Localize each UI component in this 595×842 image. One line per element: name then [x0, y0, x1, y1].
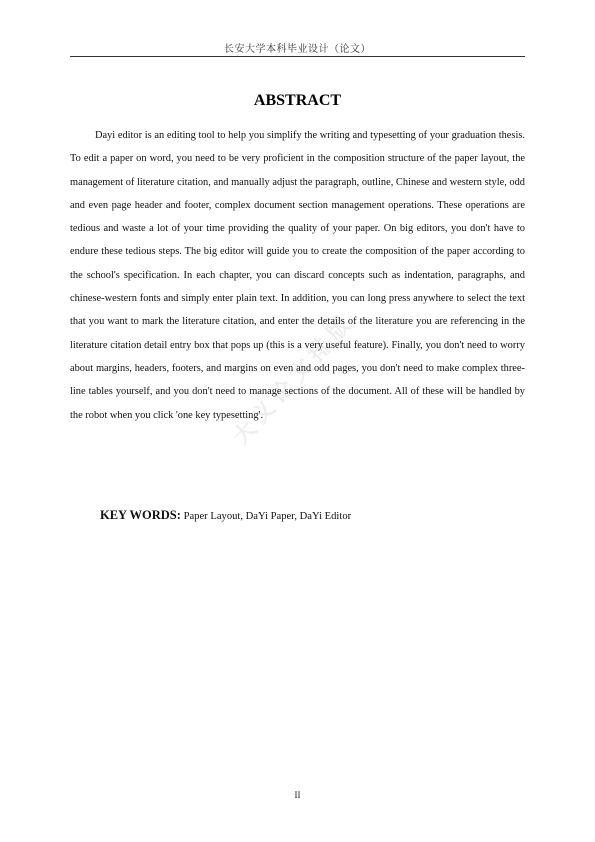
abstract-title: ABSTRACT — [253, 92, 342, 109]
abstract-body: Dayi editor is an editing tool to help you simplify the writing and typesetting of your graduation thesis. To edit a paper on word, you need to be very proficient in the composition structure of the paper layout, the management of literature citation, and manually adjust the paragraph, outline, Chinese and western style, odd and even page header and footer, complex document section management operations. These operations are tedious and waste a lot of your time providing the quality of your paper. On big editors, you don't have to endure these tedious steps. The big editor will guide you to create the composition of the paper according to the school's specification. In each chapter, you can discard concepts such as indentation, paragraphs, and chinese-western fonts and simply enter plain text. In addition, you can long press anywhere to select the text that you want to mark the literature citation, and enter the details of the literature you are referencing in the literature citation detail entry box that pops up (this is a very useful feature). Finally, you don't need to worry about margins, headers, footers, and margins on even and odd pages, you don't need to make complex three-line tables yourself, and you don't need to manage sections of the document. All of these will be handled by the robot when you click 'one key typesetting'. — [70, 130, 525, 421]
keywords-label: KEY WORDS: — [100, 508, 181, 522]
page-number: II — [294, 790, 301, 800]
keywords-value: Paper Layout, DaYi Paper, DaYi Editor — [183, 511, 352, 522]
running-header: 长安大学本科毕业设计（论文） — [224, 44, 371, 55]
watermark: 大义论文排版 — [228, 308, 360, 451]
keywords-line — [100, 508, 525, 523]
header-rule — [70, 56, 525, 57]
